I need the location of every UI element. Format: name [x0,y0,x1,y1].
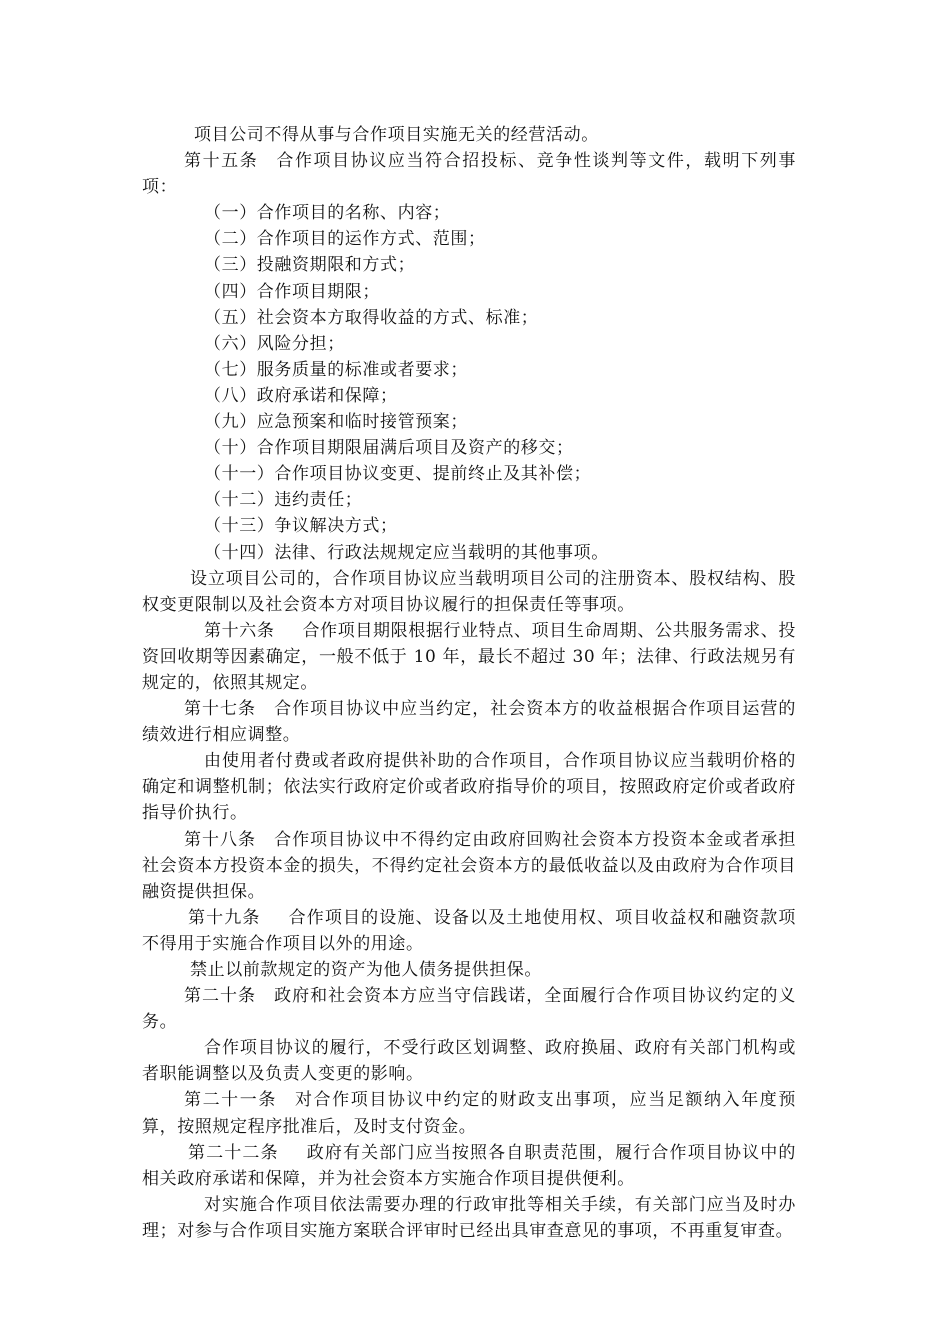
list-item-text: （一）合作项目的名称、内容； [204,203,451,224]
paragraph [142,748,796,826]
list-item [142,200,796,226]
article-heading: 第二十一条 [184,1090,277,1111]
list-item [142,461,796,487]
article-heading: 第十八条 [184,829,257,850]
list-item-text: （八）政府承诺和保障； [204,385,398,406]
article-17 [142,696,796,748]
article-heading: 第十七条 [184,699,257,720]
article-heading: 第二十二条 [188,1142,279,1163]
article-text: 对合作项目协议中约定的财政支出事项，应当足额纳入年度预算，按照规定程序批准后，及时支付资金。 [142,1090,796,1137]
list-item [142,279,796,305]
paragraph [142,957,796,983]
paragraph-text: 合作项目协议的履行，不受行政区划调整、政府换届、政府有关部门机构或者职能调整以及负责人变更的影响。 [142,1038,796,1085]
paragraph [142,566,796,618]
list-item [142,383,796,409]
list-item-text: （三）投融资期限和方式； [204,255,416,276]
article-22 [142,1140,796,1192]
article-18 [142,827,796,905]
article-16 [142,618,796,696]
paragraph-text: 由使用者付费或者政府提供补助的合作项目，合作项目协议应当载明价格的确定和调整机制；依法实行政府定价或者政府指导价的项目，按照政府定价或者政府指导价执行。 [142,751,796,824]
list-item-text: （四）合作项目期限； [204,281,380,302]
paragraph-text: 对实施合作项目依法需要办理的行政审批等相关手续，有关部门应当及时办理；对参与合作项目实施方案联合评审时已经出具审查意见的事项，不再重复审查。 [142,1194,796,1241]
list-item-text: （二）合作项目的运作方式、范围； [204,229,486,250]
list-item [142,540,796,566]
list-item-text: （十一）合作项目协议变更、提前终止及其补偿； [204,464,592,485]
article-text: 合作项目协议中应当约定，社会资本方的收益根据合作项目运营的绩效进行相应调整。 [142,699,796,746]
list-item [142,305,796,331]
list-item-text: （十）合作项目期限届满后项目及资产的移交； [204,438,574,459]
article-20 [142,983,796,1035]
article-text: 合作项目协议应当符合招投标、竞争性谈判等文件，载明下列事项： [142,151,796,198]
article-heading: 第十五条 [184,151,259,172]
list-item-text: （六）风险分担； [204,333,345,354]
list-item-text: （十三）争议解决方式； [204,516,398,537]
list-item [142,487,796,513]
article-text: 政府和社会资本方应当守信践诺，全面履行合作项目协议约定的义务。 [142,986,796,1033]
paragraph-text: 设立项目公司的，合作项目协议应当载明项目公司的注册资本、股权结构、股权变更限制以及社会资本方对项目协议履行的担保责任等事项。 [142,568,796,615]
paragraph [142,1192,796,1244]
article-19 [142,905,796,957]
article-heading: 第十九条 [188,907,261,928]
article-heading: 第十六条 [204,620,275,641]
article-15 [142,148,796,200]
paragraph-text: 禁止以前款规定的资产为他人债务提供担保。 [190,960,542,980]
paragraph [142,122,796,148]
list-item-text: （七）服务质量的标准或者要求； [204,359,468,380]
paragraph-text: 项目公司不得从事与合作项目实施无关的经营活动。 [194,125,599,145]
paragraph [142,1035,796,1087]
list-item-text: （五）社会资本方取得收益的方式、标准； [204,307,539,328]
document-body [142,122,796,1244]
list-item-text: （十四）法律、行政法规规定应当载明的其他事项。 [204,542,609,563]
article-text: 合作项目期限根据行业特点、项目生命周期、公共服务需求、投资回收期等因素确定，一般不低于 10 年，最长不超过 30 年；法律、行政法规另有规定的，依照其规定。 [142,620,796,693]
list-item [142,409,796,435]
article-text: 合作项目的设施、设备以及土地使用权、项目收益权和融资款项不得用于实施合作项目以外的用途。 [142,907,796,954]
article-heading: 第二十条 [184,986,257,1007]
list-item [142,513,796,539]
article-21 [142,1087,796,1139]
list-item [142,331,796,357]
list-item-text: （九）应急预案和临时接管预案； [204,412,468,433]
list-item-text: （十二）违约责任； [204,490,363,511]
list-item [142,226,796,252]
list-item [142,435,796,461]
article-text: 政府有关部门应当按照各自职责范围，履行合作项目协议中的相关政府承诺和保障，并为社会资本方实施合作项目提供便利。 [142,1142,797,1189]
article-text: 合作项目协议中不得约定由政府回购社会资本方投资本金或者承担社会资本方投资本金的损失，不得约定社会资本方的最低收益以及由政府为合作项目融资提供担保。 [142,829,796,902]
list-item [142,252,796,278]
list-item [142,357,796,383]
